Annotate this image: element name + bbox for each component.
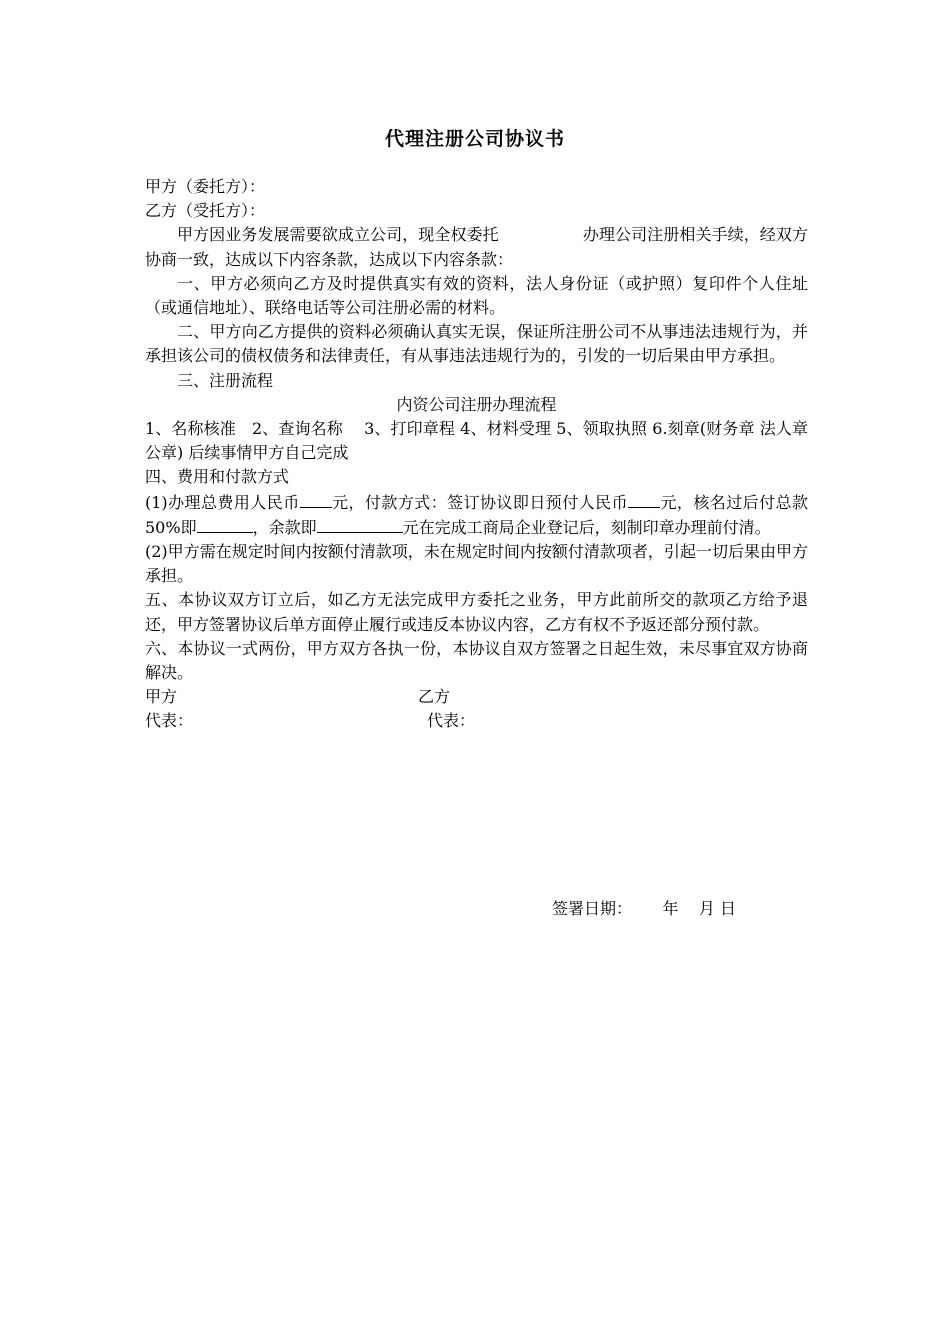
rep-party-b: 代表： [427, 711, 476, 731]
signature-row [145, 685, 808, 709]
clause-3: 三、注册流程 [177, 370, 274, 390]
document-title: 代理注册公司协议书 [384, 128, 565, 150]
signing-date [552, 897, 736, 921]
clause-2: 二、甲方向乙方提供的资料必须确认真实无误，保证所注册公司不从事违法违规行为，并承担该公司的债权债务和法律责任，有从事违法违规行为的，引发的一切后果由甲方承担。 [145, 322, 808, 366]
total-fee-blank [300, 490, 332, 508]
date-year: 年 [662, 899, 679, 918]
rep-party-a: 代表： [145, 711, 194, 731]
half-payment-blank [197, 515, 253, 533]
sign-party-a: 甲方 [145, 687, 178, 707]
date-label: 签署日期： [552, 899, 633, 918]
payment-text-c: 元，核名过后付总款 50%即 [145, 492, 808, 537]
payment-item-1 [145, 490, 808, 540]
date-month: 月 [698, 899, 715, 918]
flow-steps: 1、名称核准 2、查询名称 3、打印章程 4、材料受理 5、领取执照 6.刻章(财务章 法人章 公章) 后续事情甲方自己完成 [145, 419, 808, 463]
payment-text-d: ，余款即 [252, 517, 317, 537]
clause-1: 一、甲方必须向乙方及时提供真实有效的资料，法人身份证（或护照）复印件个人住址（或通信地址）、联络电话等公司注册必需的材料。 [145, 273, 808, 318]
payment-item-2: (2)甲方需在规定时间内按额付清款项，未在规定时间内按额付清款项者，引起一切后果由甲方承担。 [145, 542, 808, 586]
clause-4: 四、费用和付款方式 [145, 467, 290, 487]
prepay-blank [628, 490, 660, 508]
date-day: 日 [720, 899, 737, 918]
intro-text-1: 甲方因业务发展需要欲成立公司，现全权委托 [177, 225, 499, 245]
payment-text-b: 元，付款方式：签订协议即日预付人民币 [331, 492, 629, 512]
sign-party-b: 乙方 [418, 687, 451, 707]
payment-text-a: (1)办理总费用人民币 [145, 492, 300, 512]
payment-text-e: 元在完成工商局企业登记后，刻制印章办理前付清。 [402, 517, 771, 537]
clause-6: 六、本协议一式两份，甲方双方各执一份，本协议自双方签署之日起生效，未尽事宜双方协商解决。 [145, 638, 808, 683]
balance-blank [317, 515, 403, 533]
document-body [145, 175, 808, 734]
clause-5: 五、本协议双方订立后，如乙方无法完成甲方委托之业务，甲方此前所交的款项乙方给予退还，甲方签署协议后单方面停止履行或违反本协议内容，乙方有权不予返还部分预付款。 [145, 590, 808, 634]
representative-row [145, 709, 808, 733]
flow-title: 内资公司注册办理流程 [396, 394, 557, 414]
intro-text-2: 办理公司注册相关手续，经双方协商一致，达成以下内容条款，达成以下内容条款： [145, 225, 808, 269]
intro-paragraph [145, 223, 808, 271]
party-b-line: 乙方（受托方）： [145, 201, 266, 221]
party-a-line: 甲方（委托方）： [145, 177, 266, 196]
